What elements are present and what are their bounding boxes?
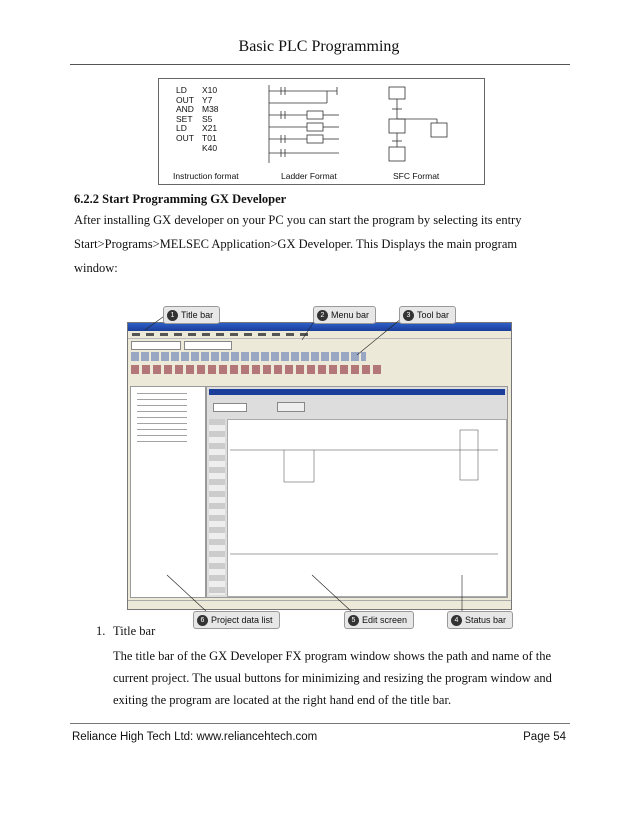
description-line: current project. The usual buttons for minimizing and resizing the program window and: [113, 671, 552, 685]
callout-label: Status bar: [465, 615, 507, 625]
instruction-arg: T01: [202, 132, 217, 143]
callout-label: Tool bar: [417, 310, 450, 320]
instruction-op: AND: [176, 104, 194, 115]
header-divider: [70, 64, 570, 65]
callout-menu-bar: [313, 306, 376, 324]
footer-page-number: Page 54: [523, 731, 566, 743]
instruction-op: OUT: [176, 132, 194, 143]
callout-tool-bar: [399, 306, 456, 324]
callout-number: 3: [403, 310, 414, 321]
caption-sfc-format: SFC Format: [393, 171, 440, 181]
description-line: exiting the program are located at the right hand end of the title bar.: [113, 693, 452, 707]
callout-status-bar: [447, 611, 513, 629]
paragraph-line: window:: [74, 261, 118, 275]
ladder-diagram: [267, 83, 357, 165]
instruction-op: [176, 144, 202, 154]
callout-title-bar: [163, 306, 220, 324]
paragraph-line: Start>Programs>MELSEC Application>GX Developer. This Displays the main program: [74, 237, 518, 251]
callout-label: Project data list: [211, 615, 273, 625]
footer-company: Reliance High Tech Ltd: www.reliancehtech.com: [72, 731, 318, 743]
programming-formats-figure: [158, 78, 485, 185]
callout-number: 2: [317, 310, 328, 321]
instruction-arg: K40: [202, 142, 218, 153]
callout-label: Edit screen: [362, 615, 408, 625]
caption-ladder-format: Ladder Format: [281, 171, 337, 181]
instruction-arg: X21: [202, 123, 218, 134]
sfc-diagram: [381, 85, 471, 165]
instruction-list: [176, 86, 219, 153]
callout-number: 4: [451, 615, 462, 626]
instruction-op: LD: [176, 85, 187, 95]
page-header-title: Basic PLC Programming: [238, 38, 400, 55]
callout-number: 1: [167, 310, 178, 321]
callout-edit-screen: [344, 611, 414, 629]
section-heading: 6.2.2 Start Programming GX Developer: [74, 192, 287, 206]
footer-divider: [70, 723, 570, 724]
callout-leaders: [127, 300, 510, 630]
instruction-op: OUT: [176, 94, 194, 105]
callout-number: 6: [197, 615, 208, 626]
caption-instruction-format: Instruction format: [173, 171, 239, 181]
paragraph-line: After installing GX developer on your PC you can start the program by selecting its entry: [74, 213, 522, 227]
instruction-op: LD: [176, 123, 187, 134]
instruction-op: SET: [176, 113, 193, 124]
description-line: The title bar of the GX Developer FX program window shows the path and name of the: [113, 649, 552, 663]
callout-project-data-list: [193, 611, 280, 629]
list-item-number: 1.: [96, 624, 106, 638]
callout-number: 5: [348, 615, 359, 626]
instruction-arg: X10: [202, 85, 218, 95]
callout-label: Title bar: [181, 310, 214, 320]
instruction-arg: M38: [202, 104, 219, 115]
callout-label: Menu bar: [331, 310, 370, 320]
instruction-arg: S5: [202, 113, 213, 124]
list-item-title: Title bar: [113, 624, 156, 638]
instruction-arg: Y7: [202, 94, 213, 105]
